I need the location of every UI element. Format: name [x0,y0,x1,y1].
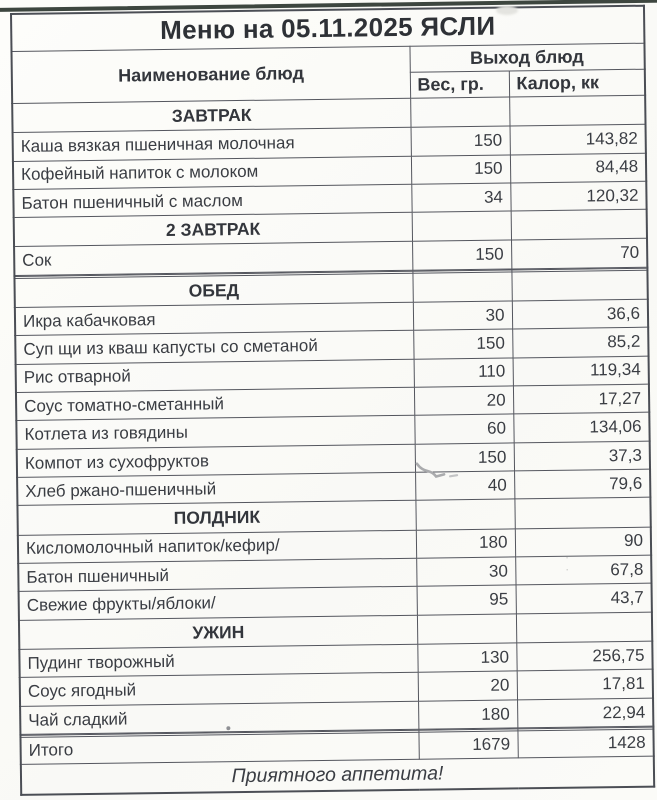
calories-cell: 143,82 [510,124,646,154]
dish-name-cell: Рис отварной [16,359,414,393]
menu-sheet [10,5,653,796]
weight-cell: 95 [417,585,516,615]
weight-cell: 130 [417,643,516,673]
dish-name-cell: Сок [14,242,412,276]
calories-cell: 36,6 [512,299,648,329]
menu-table [10,5,655,796]
calories-cell: 67,8 [515,555,651,585]
weight-cell [417,614,516,644]
dish-name-cell: Кисломолочный напиток/кефир/ [18,530,416,564]
weight-cell: 150 [412,240,511,270]
total-weight: 1679 [418,731,517,759]
calories-cell: 17,81 [517,669,653,699]
calories-cell: 22,94 [517,698,653,728]
weight-cell [412,272,511,302]
weight-cell: 180 [418,700,517,730]
calories-cell: 43,7 [516,583,652,613]
dish-name-cell: Хлеб ржано-пшеничный [17,472,415,506]
weight-cell: 30 [416,557,515,587]
weight-cell: 110 [414,357,513,387]
calories-cell [509,95,645,126]
dish-name-cell: Компот из сухофруктов [17,444,415,478]
calories-cell [516,612,652,643]
column-header-weight: Вес, гр. [410,71,509,98]
dish-name-cell: Батон пшеничный [18,558,416,592]
calories-cell: 85,2 [512,327,648,357]
total-label: Итого [20,732,418,764]
weight-cell: 180 [416,528,515,558]
weight-cell [410,97,509,127]
dish-name-cell: Каша вязкая пшеничная молочная [13,127,411,161]
section-header: ПОЛДНИК [17,501,415,535]
calories-cell: 134,06 [513,412,649,442]
menu-table-body [12,95,653,737]
section-header: УЖИН [19,615,417,649]
dish-name-cell: Икра кабачковая [15,302,413,336]
calories-cell: 79,6 [514,469,650,499]
calories-cell [511,270,647,301]
weight-cell: 60 [414,414,513,444]
dish-name-cell: Свежие фрукты/яблоки/ [19,587,417,621]
dish-name-cell: Пудинг творожный [19,644,417,678]
weight-cell: 20 [414,386,513,416]
calories-cell: 70 [511,239,647,269]
weight-cell: 150 [413,329,512,359]
weight-cell: 40 [415,471,514,501]
calories-cell: 120,32 [510,181,646,211]
weight-cell: 20 [418,671,517,701]
calories-cell: 37,3 [514,441,650,471]
total-calories: 1428 [517,729,653,758]
calories-cell: 84,48 [510,153,646,183]
dish-name-cell: Кофейный напиток с молоком [13,156,411,190]
dish-name-cell: Котлета из говядины [16,416,414,450]
dish-name-cell: Чай сладкий [20,701,418,735]
weight-cell [412,211,511,241]
calories-cell: 119,34 [513,356,649,386]
weight-cell: 150 [411,126,510,156]
calories-cell: 90 [515,527,651,557]
dish-name-cell: Соус ягодный [20,672,418,706]
footer-note: Приятного аппетита! [21,756,654,795]
column-header-output-group: Выход блюд [409,43,644,72]
page-title: Меню на 05.11.2025 ЯСЛИ [11,6,644,52]
dish-name-cell: Соус томатно-сметанный [16,387,414,421]
dish-name-cell: Батон пшеничный с маслом [13,184,411,218]
column-header-dish: Наименование блюд [12,46,411,103]
calories-cell [511,209,647,240]
calories-cell: 256,75 [516,641,652,671]
weight-cell: 150 [415,443,514,473]
section-header: ОБЕД [14,273,412,307]
section-header: 2 ЗАВТРАК [14,213,412,247]
weight-cell: 150 [411,155,510,185]
weight-cell: 34 [411,183,510,213]
calories-cell [514,498,650,529]
column-header-calories: Калор, кк [509,69,645,97]
section-header: ЗАВТРАК [12,98,410,132]
scan-artifact-specks: · · [565,551,576,576]
weight-cell: 30 [413,301,512,331]
weight-cell [415,499,514,529]
calories-cell: 17,27 [513,384,649,414]
dish-name-cell: Суп щи из кваш капусты со сметаной [15,330,413,364]
